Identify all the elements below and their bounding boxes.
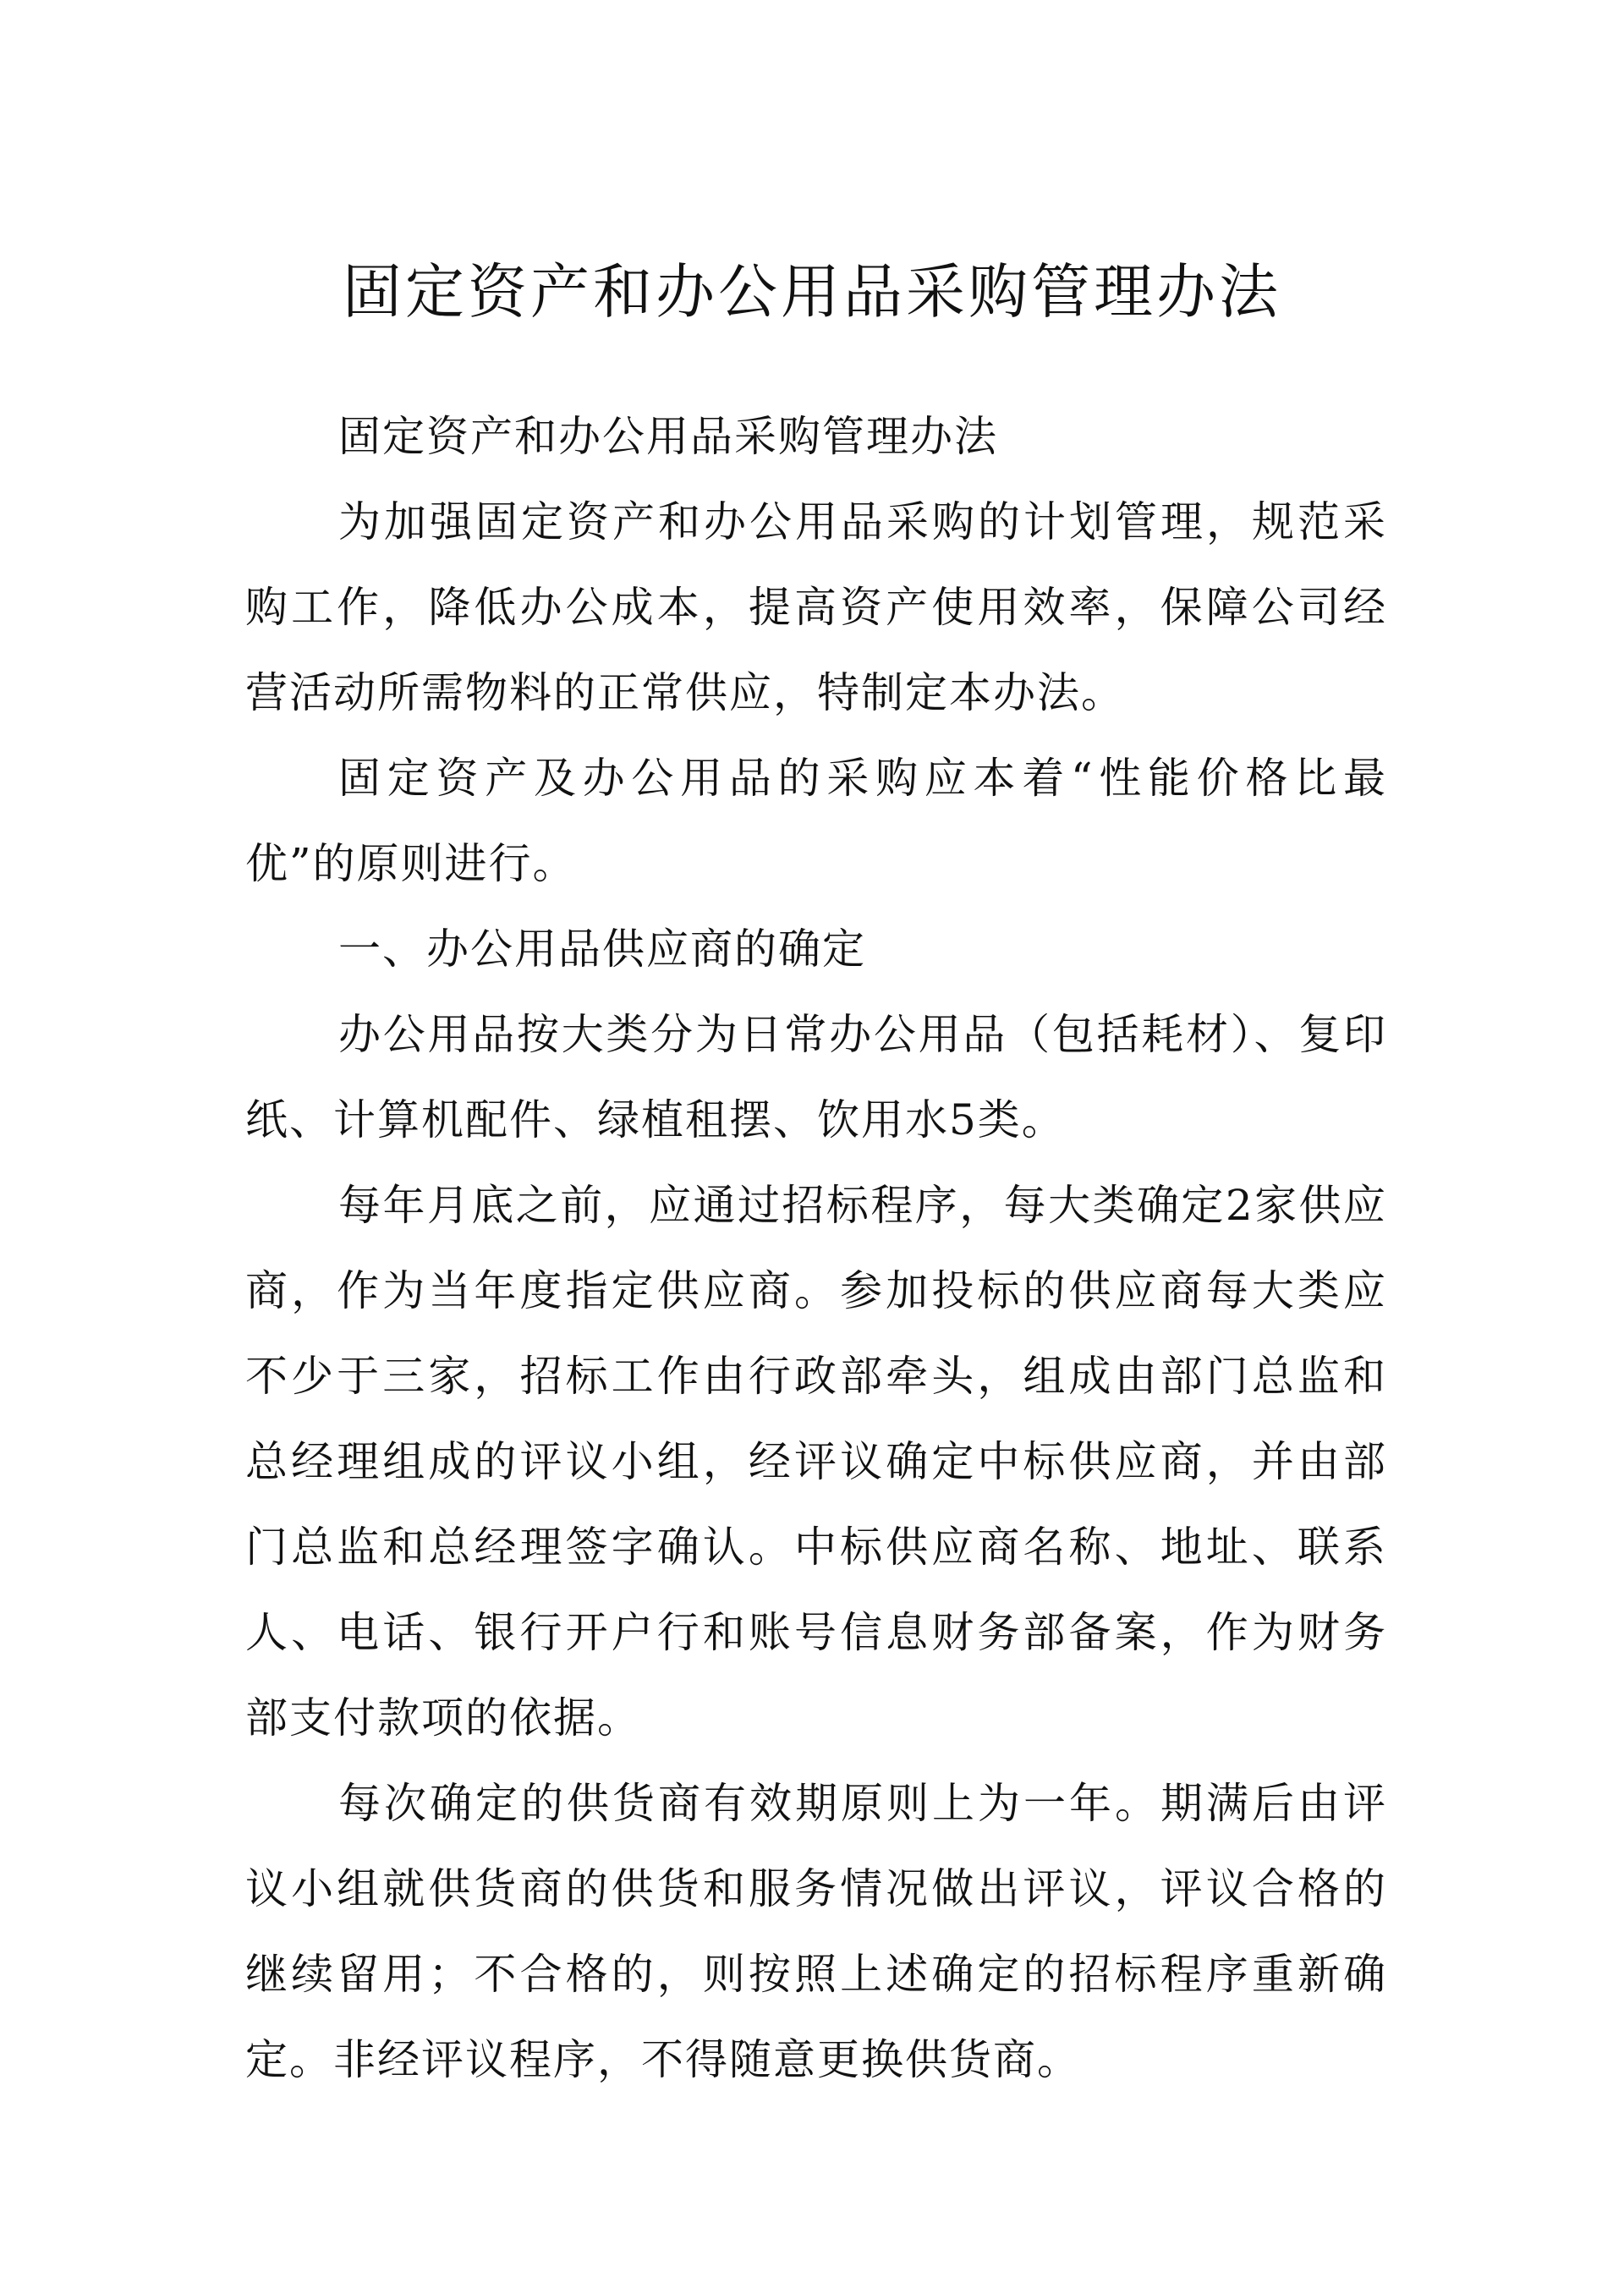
paragraph-purpose: 为加强固定资产和办公用品采购的计划管理，规范采购工作，降低办公成本，提高资产使用效率，保障公司经营活动所需物料的正常供应，特制定本办法。 <box>245 497 1387 717</box>
document-title: 固定资产和办公用品采购管理办法 <box>343 257 1281 327</box>
section-heading-supplier: 一、办公用品供应商的确定 <box>338 925 866 974</box>
paragraph-bidding: 每年月底之前，应通过招标程序，每大类确定2家供应商，作为当年度指定供应商。参加投标的供应商每大类应不少于三家，招标工作由行政部牵头，组成由部门总监和总经理组成的评议小组，经评议确定中标供应商，并由部门总监和总经理签字确认。中标供应商名称、地址、联系人、电话、银行开户行和账号信息财务部备案，作为财务部支付款项的依据。 <box>245 1181 1387 1742</box>
paragraph-subtitle: 固定资产和办公用品采购管理办法 <box>338 412 998 461</box>
paragraph-validity: 每次确定的供货商有效期原则上为一年。期满后由评议小组就供货商的供货和服务情况做出评议，评议合格的继续留用；不合格的，则按照上述确定的招标程序重新确定。非经评议程序，不得随意更换供货商。 <box>245 1779 1387 2084</box>
paragraph-categories: 办公用品按大类分为日常办公用品（包括耗材）、复印纸、计算机配件、绿植租摆、饮用水5类。 <box>245 1010 1387 1144</box>
paragraph-principle: 固定资产及办公用品的采购应本着“性能价格比最优”的原则进行。 <box>245 754 1387 888</box>
document-body <box>245 394 1387 2103</box>
